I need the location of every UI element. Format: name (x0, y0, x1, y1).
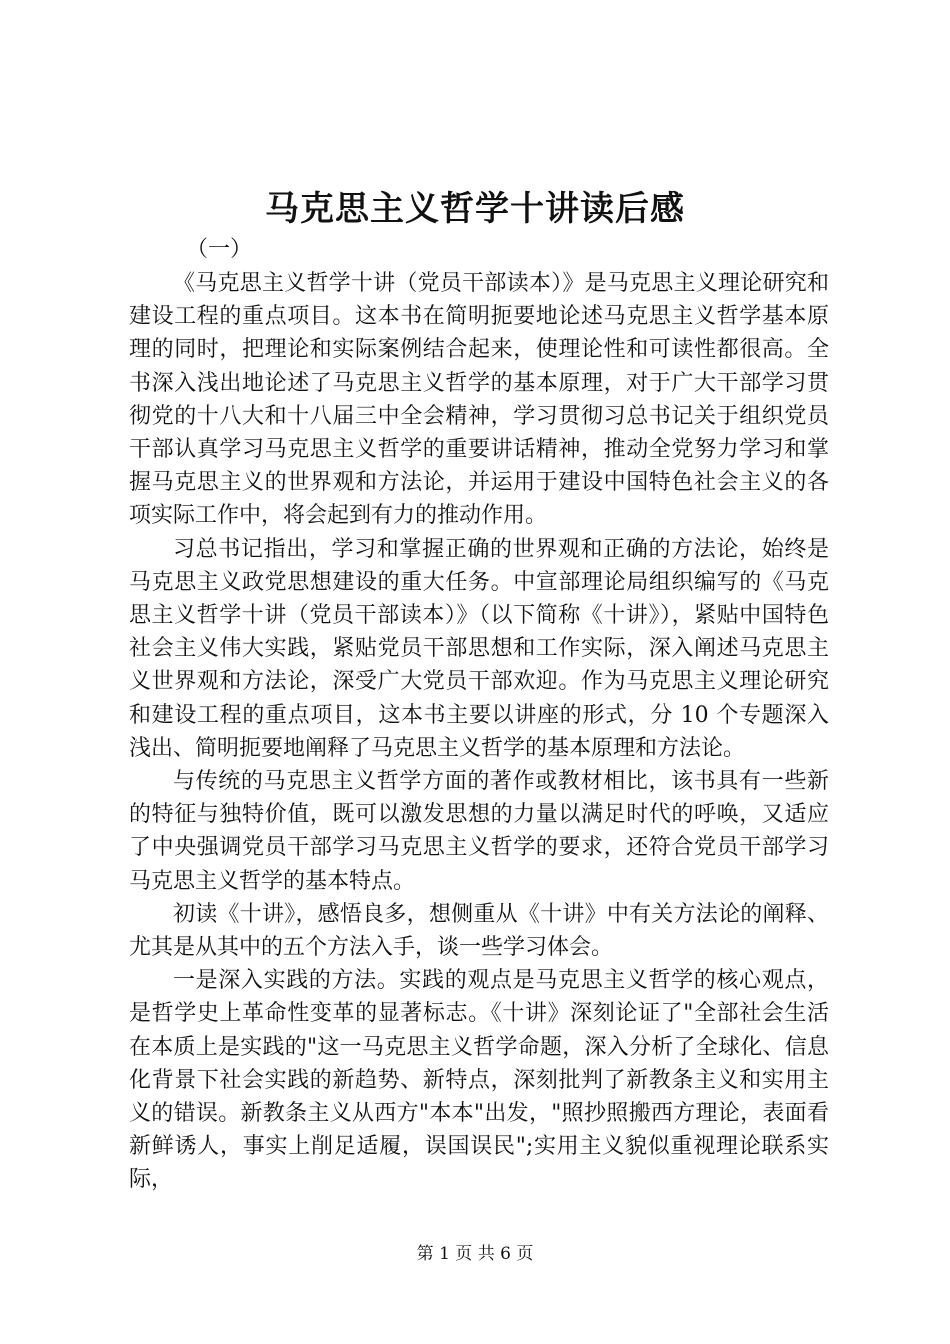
paragraph-3: 与传统的马克思主义哲学方面的著作或教材相比，该书具有一些新的特征与独特价值，既可以激发思想的力量以满足时代的呼唤，又适应了中央强调党员干部学习马克思主义哲学的要求，还符合党员干部学习马克思主义哲学的基本特点。 (129, 769, 829, 894)
paragraph-2: 习总书记指出，学习和掌握正确的世界观和正确的方法论，始终是马克思主义政党思想建设的重大任务。中宣部理论局组织编写的《马克思主义哲学十讲（党员干部读本）》（以下简称《十讲》），紧贴中国特色社会主义伟大实践，紧贴党员干部思想和工作实际，深入阐述马克思主义世界观和方法论，深受广大党员干部欢迎。作为马克思主义理论研究和建设工程的重点项目，这本书主要以讲座的形式，分 10 个专题深入浅出、简明扼要地阐释了马克思主义哲学的基本原理和方法论。 (129, 536, 829, 761)
document-title: 马克思主义哲学十讲读后感 (265, 189, 685, 229)
paragraph-1: 《马克思主义哲学十讲（党员干部读本）》是马克思主义理论研究和建设工程的重点项目。这本书在简明扼要地论述马克思主义哲学基本原理的同时，把理论和实际案例结合起来，使理论性和可读性都很高。全书深入浅出地论述了马克思主义哲学的基本原理，对于广大干部学习贯彻党的十八大和十八届三中全会精神，学习贯彻习总书记关于组织党员干部认真学习马克思主义哲学的重要讲话精神，推动全党努力学习和掌握马克思主义的世界观和方法论，并运用于建设中国特色社会主义的各项实际工作中，将会起到有力的推动作用。 (129, 271, 829, 529)
paragraph-4: 初读《十讲》，感悟良多，想侧重从《十讲》中有关方法论的阐释、尤其是从其中的五个方法入手，谈一些学习体会。 (129, 901, 829, 961)
paragraph-5: 一是深入实践的方法。实践的观点是马克思主义哲学的核心观点，是哲学史上革命性变革的显著标志。《十讲》深刻论证了"全部社会生活在本质上是实践的"这一马克思主义哲学命题，深入分析了全球化、信息化背景下社会实践的新趋势、新特点，深刻批判了新教条主义和实用主义的错误。新教条主义从西方"本本"出发，"照抄照搬西方理论，表面看新鲜诱人，事实上削足适履，误国误民";实用主义貌似重视理论联系实际， (129, 968, 829, 1193)
section-marker: （一） (186, 237, 253, 262)
page-number-footer: 第 1 页 共 6 页 (416, 1244, 534, 1264)
document-body (129, 267, 829, 1197)
